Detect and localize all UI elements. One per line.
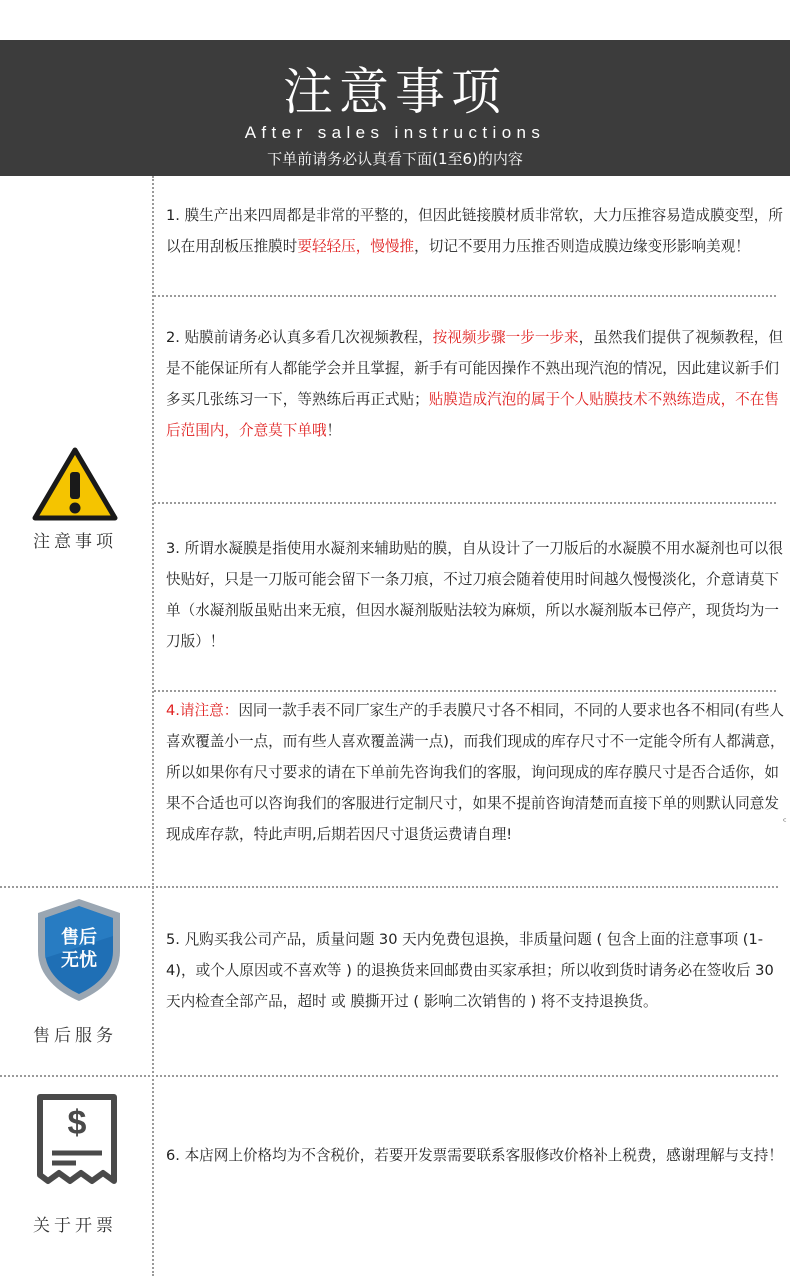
shield-icon <box>34 896 124 1004</box>
body-text: ，虽然我们提供了视频教程，但是不能保证所有人都能学会并且掌握，新手有可能因操作不熟出现汽泡的情况，因此建议新手们多买几张练习一下，等熟练后再正式贴； <box>166 329 783 408</box>
page-title: 注意事项 <box>283 63 507 121</box>
highlighted-text: 4.请注意： <box>166 702 239 719</box>
body-text: 因同一款手表不同厂家生产的手表膜尺寸各不相同，不同的人要求也各不相同(有些人喜欢覆盖小一点，而有些人喜欢覆盖满一点)，而我们现成的库存尺寸不一定能令所有人都满意，所以如果你有尺寸要求的请在下单前先咨询我们的客服，询问现成的库存膜尺寸是否合适你，如果不合适也可以咨询我们的客服进行定制尺寸，如果不提前咨询清楚而直接下单的则默认同意发现成库存款，特此声明,后期若因尺寸退货运费请自理! <box>166 702 785 843</box>
row-divider <box>154 295 776 297</box>
warning-icon <box>32 446 118 526</box>
body-text: 2. 贴膜前请务必认真多看几次视频教程， <box>166 329 433 346</box>
row-divider <box>154 690 776 692</box>
body-text: 5. 凡购买我公司产品，质量问题 30 天内免费包退换，非质量问题 ( 包含上面的注意事项 (1-4)，或个人原因或不喜欢等 ) 的退换货来回邮费由买家承担；所以收到货时请务必在签收后 30 天内检查全部产品，超时 或 膜撕开过 ( 影响二次销售的 ) 将不支持退换货。 <box>166 931 774 1010</box>
body-text: 1. 膜生产出来四周都是非常的平整的，但因此链接膜材质非常软，大力压推容易造成膜变型，所以在用刮板压推膜时 <box>166 207 783 255</box>
aftersales-label: 售后服务 <box>33 1026 117 1046</box>
highlighted-text: 按视频步骤一步一步来 <box>432 329 579 346</box>
row-divider <box>0 886 778 888</box>
row-divider <box>154 502 776 504</box>
highlighted-text: 要轻轻压，慢慢推 <box>297 238 415 255</box>
column-divider <box>152 176 154 1276</box>
receipt-icon <box>36 1093 118 1189</box>
dollar-icon: $ <box>67 1104 87 1142</box>
highlighted-text: 贴膜造成汽泡的属于个人贴膜技术不熟练造成，不在售后范围内，介意莫下单哦 <box>166 391 779 439</box>
row-divider <box>0 1075 778 1077</box>
notice-item-1 <box>166 200 788 262</box>
notice-item-5 <box>166 924 788 1017</box>
decorative-mark: ᶜ <box>783 817 787 828</box>
page-subtitle: After sales instructions <box>244 123 546 142</box>
header-note: 下单前请务必认真看下面(1至6)的内容 <box>267 150 523 168</box>
notice-item-4 <box>166 695 788 850</box>
warning-label: 注意事项 <box>33 532 117 552</box>
shield-text-line2: 无忧 <box>61 950 97 971</box>
notice-item-3 <box>166 533 788 657</box>
shield-text-line1: 售后 <box>61 927 97 948</box>
notice-item-2 <box>166 322 788 446</box>
notice-item-6 <box>166 1140 788 1171</box>
body-text: 3. 所谓水凝膜是指使用水凝剂来辅助贴的膜，自从设计了一刀版后的水凝膜不用水凝剂也可以很快贴好，只是一刀版可能会留下一条刀痕，不过刀痕会随着使用时间越久慢慢淡化，介意请莫下单（水凝剂版虽贴出来无痕，但因水凝剂版贴法较为麻烦，所以水凝剂版本已停产，现货均为一刀版）！ <box>166 540 783 650</box>
body-text: 6. 本店网上价格均为不含税价，若要开发票需要联系客服修改价格补上税费，感谢理解与支持！ <box>166 1147 783 1164</box>
body-text: ！ <box>326 422 342 439</box>
invoice-label: 关于开票 <box>33 1216 117 1236</box>
header-banner <box>0 40 790 176</box>
body-text: ，切记不要用力压推否则造成膜边缘变形影响美观！ <box>414 238 750 255</box>
